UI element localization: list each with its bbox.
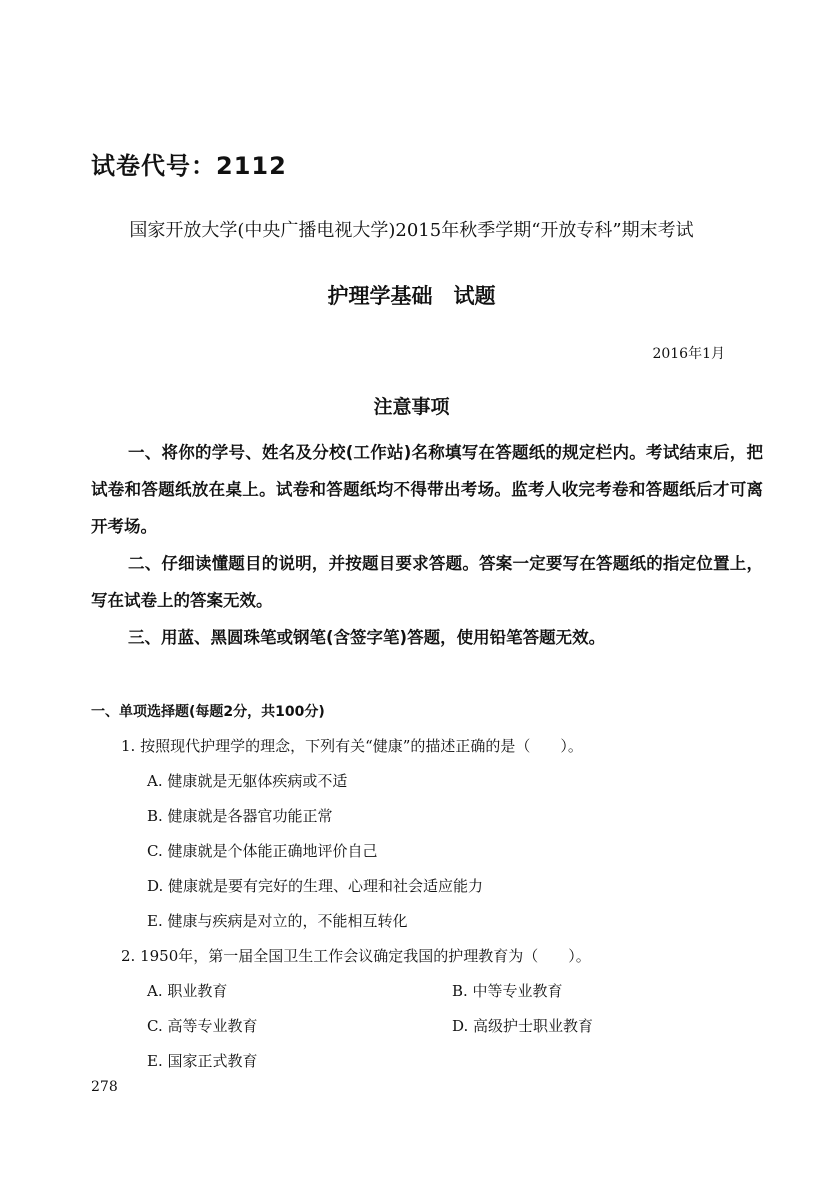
notice-item-1: 一、将你的学号、姓名及分校(工作站)名称填写在答题纸的规定栏内。考试结束后，把试卷和答题纸放在桌上。试卷和答题纸均不得带出考场。监考人收完考卷和答题纸后才可离开考场。	[91, 443, 763, 536]
question-2-option-d: D. 高级护士职业教育	[452, 1017, 594, 1035]
page-number: 278	[91, 1079, 118, 1095]
question-2-stem: 2. 1950年，第一届全国卫生工作会议确定我国的护理教育为（ ）。	[121, 947, 591, 965]
question-1-option-d: D. 健康就是要有完好的生理、心理和社会适应能力	[147, 877, 484, 895]
notice-heading: 注意事项	[373, 396, 450, 418]
question-2-option-a: A. 职业教育	[147, 982, 228, 1000]
question-1-option-c: C. 健康就是个体能正确地评价自己	[147, 842, 378, 860]
question-2-option-c: C. 高等专业教育	[147, 1017, 258, 1035]
question-1-option-e: E. 健康与疾病是对立的，不能相互转化	[147, 912, 408, 930]
paper-code: 试卷代号：2112	[91, 152, 287, 180]
notice-item-3: 三、用蓝、黑圆珠笔或钢笔(含签字笔)答题，使用铅笔答题无效。	[128, 628, 606, 647]
question-2-option-e: E. 国家正式教育	[147, 1052, 258, 1070]
section-heading: 一、单项选择题(每题2分，共100分)	[91, 704, 325, 720]
question-2-option-b: B. 中等专业教育	[452, 982, 563, 1000]
exam-date: 2016年1月	[652, 346, 725, 362]
question-1-option-b: B. 健康就是各器官功能正常	[147, 807, 333, 825]
question-1-stem: 1. 按照现代护理学的理念，下列有关“健康”的描述正确的是（ ）。	[121, 737, 583, 755]
notice-item-2: 二、仔细读懂题目的说明，并按题目要求答题。答案一定要写在答题纸的指定位置上，写在试卷上的答案无效。	[91, 554, 763, 610]
exam-header: 国家开放大学(中央广播电视大学)2015年秋季学期“开放专科”期末考试	[129, 220, 694, 241]
exam-title: 护理学基础 试题	[327, 284, 496, 308]
question-1-option-a: A. 健康就是无躯体疾病或不适	[147, 772, 348, 790]
